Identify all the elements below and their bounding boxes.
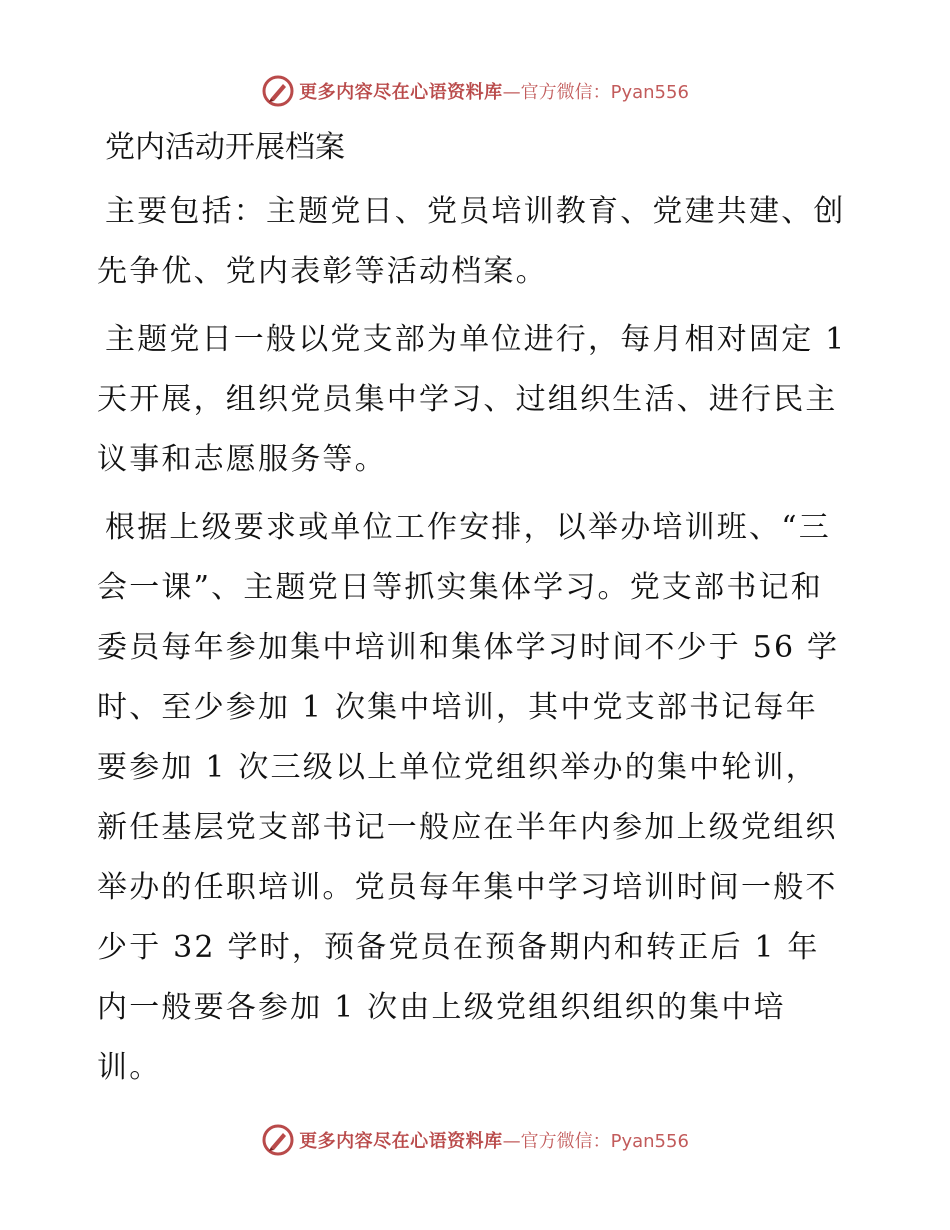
pen-logo-icon [261, 74, 295, 108]
header-banner [0, 71, 950, 111]
banner-main-text: 更多内容尽在心语资料库 [299, 82, 503, 103]
document-title: 党内活动开展档案 [105, 130, 345, 165]
footer-banner [0, 1120, 950, 1160]
paragraph: 主题党日一般以党支部为单位进行，每月相对固定 1 天开展，组织党员集中学习、过组织生活、进行民主议事和志愿服务等。 [97, 322, 847, 477]
pen-logo-icon [261, 1123, 295, 1157]
banner-main-text: 更多内容尽在心语资料库 [299, 1131, 503, 1152]
paragraph: 根据上级要求或单位工作安排，以举办培训班、“三会一课”、主题党日等抓实集体学习。党支部书记和委员每年参加集中培训和集体学习时间不少于 56 学时、至少参加 1 次集中培训，其中党支部书记每年要参加 1 次三级以上单位党组织举办的集中轮训，新任基层党支部书记一般应在半年内参加上级党组织举办的任职培训。党员每年集中学习培训时间一般不少于 32 学时，预备党员在预备期内和转正后 1 年内一般要各参加 1 次由上级党组织组织的集中培训。 [97, 510, 840, 1085]
banner-sub-text: —官方微信：Pyan556 [502, 82, 689, 103]
paragraph: 主要包括：主题党日、党员培训教育、党建共建、创先争优、党内表彰等活动档案。 [97, 194, 846, 289]
document-body [97, 120, 849, 1106]
banner-sub-text: —官方微信：Pyan556 [502, 1131, 689, 1152]
